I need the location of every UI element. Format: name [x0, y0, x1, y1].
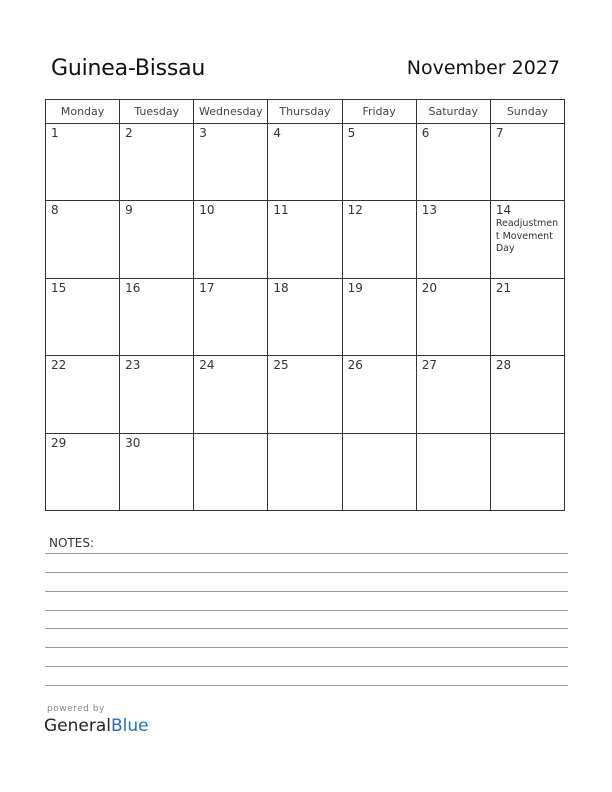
day-cell: [342, 124, 416, 201]
day-number: 29: [51, 435, 67, 450]
day-cell: [490, 356, 564, 433]
day-number: 11: [273, 203, 289, 218]
day-cell: [46, 356, 120, 433]
weekday-header-row: [46, 100, 565, 124]
powered-by-text: powered by: [47, 704, 105, 714]
day-number: 15: [51, 280, 67, 295]
weekday-wednesday: Wednesday: [194, 100, 268, 124]
day-cell: [416, 356, 490, 433]
day-number: 7: [495, 126, 504, 140]
day-number: 13: [421, 203, 437, 218]
day-number: 30: [125, 435, 141, 450]
day-cell: [416, 124, 490, 201]
day-cell: [194, 356, 268, 433]
holiday-label: Readjustment Movement Day: [495, 218, 559, 255]
day-number: 2: [125, 126, 133, 140]
day-cell: [46, 433, 120, 510]
day-cell: [46, 201, 120, 278]
day-number: 10: [199, 203, 215, 218]
day-number: 27: [421, 358, 437, 373]
day-number: 26: [347, 358, 363, 373]
note-line: [45, 685, 568, 686]
weekday-monday: Monday: [46, 100, 120, 124]
day-number: 12: [347, 203, 363, 218]
empty-day-cell: [490, 433, 564, 510]
day-cell: [46, 278, 120, 355]
day-number: 9: [125, 203, 133, 218]
day-number: 4: [273, 126, 282, 140]
day-cell: [416, 278, 490, 355]
day-cell: [120, 433, 194, 510]
notes-label: NOTES:: [49, 536, 94, 550]
calendar-grid: [45, 99, 565, 511]
day-number: 1: [51, 126, 59, 140]
day-number: 20: [421, 280, 437, 295]
day-number: 23: [125, 358, 141, 373]
day-number: 19: [347, 280, 363, 295]
day-cell: [342, 356, 416, 433]
note-line: [45, 572, 568, 573]
weekday-tuesday: Tuesday: [120, 100, 194, 124]
week-row: [46, 201, 565, 278]
day-cell: [268, 124, 342, 201]
brand-general: General: [44, 716, 111, 736]
weekday-saturday: Saturday: [416, 100, 490, 124]
day-cell: [194, 201, 268, 278]
week-row: [46, 124, 565, 201]
month-year-title: November 2027: [406, 57, 560, 79]
note-line: [45, 666, 568, 667]
day-number: 14: [495, 203, 512, 218]
week-row: [46, 278, 565, 355]
day-cell: [120, 124, 194, 201]
day-number: 5: [347, 126, 356, 140]
day-cell: [120, 201, 194, 278]
day-cell: [46, 124, 120, 201]
generalblue-logo: [44, 716, 149, 736]
day-number: 28: [495, 358, 512, 373]
empty-day-cell: [194, 433, 268, 510]
day-number: 16: [125, 280, 141, 295]
day-number: 22: [51, 358, 67, 373]
day-number: 6: [421, 126, 430, 140]
day-number: 24: [199, 358, 215, 373]
day-cell: [120, 356, 194, 433]
day-number: 3: [199, 126, 207, 140]
day-cell: [490, 201, 564, 278]
weekday-thursday: Thursday: [268, 100, 342, 124]
day-cell: [268, 278, 342, 355]
day-number: 18: [273, 280, 289, 295]
week-row: [46, 356, 565, 433]
week-row: [46, 433, 565, 510]
empty-day-cell: [416, 433, 490, 510]
note-line: [45, 610, 568, 611]
note-line: [45, 553, 568, 554]
day-number: 17: [199, 280, 215, 295]
note-line: [45, 647, 568, 648]
day-cell: [194, 278, 268, 355]
day-cell: [490, 278, 564, 355]
day-cell: [416, 201, 490, 278]
day-cell: [490, 124, 564, 201]
day-cell: [268, 201, 342, 278]
day-number: 8: [51, 203, 59, 218]
day-cell: [268, 356, 342, 433]
day-cell: [342, 201, 416, 278]
day-number: 25: [273, 358, 289, 373]
brand-blue: Blue: [111, 716, 149, 736]
country-title: Guinea-Bissau: [51, 56, 206, 81]
empty-day-cell: [342, 433, 416, 510]
day-cell: [342, 278, 416, 355]
day-number: 21: [495, 280, 512, 295]
weekday-sunday: Sunday: [490, 100, 564, 124]
note-line: [45, 628, 568, 629]
day-cell: [194, 124, 268, 201]
day-cell: [120, 278, 194, 355]
note-line: [45, 591, 568, 592]
weekday-friday: Friday: [342, 100, 416, 124]
empty-day-cell: [268, 433, 342, 510]
